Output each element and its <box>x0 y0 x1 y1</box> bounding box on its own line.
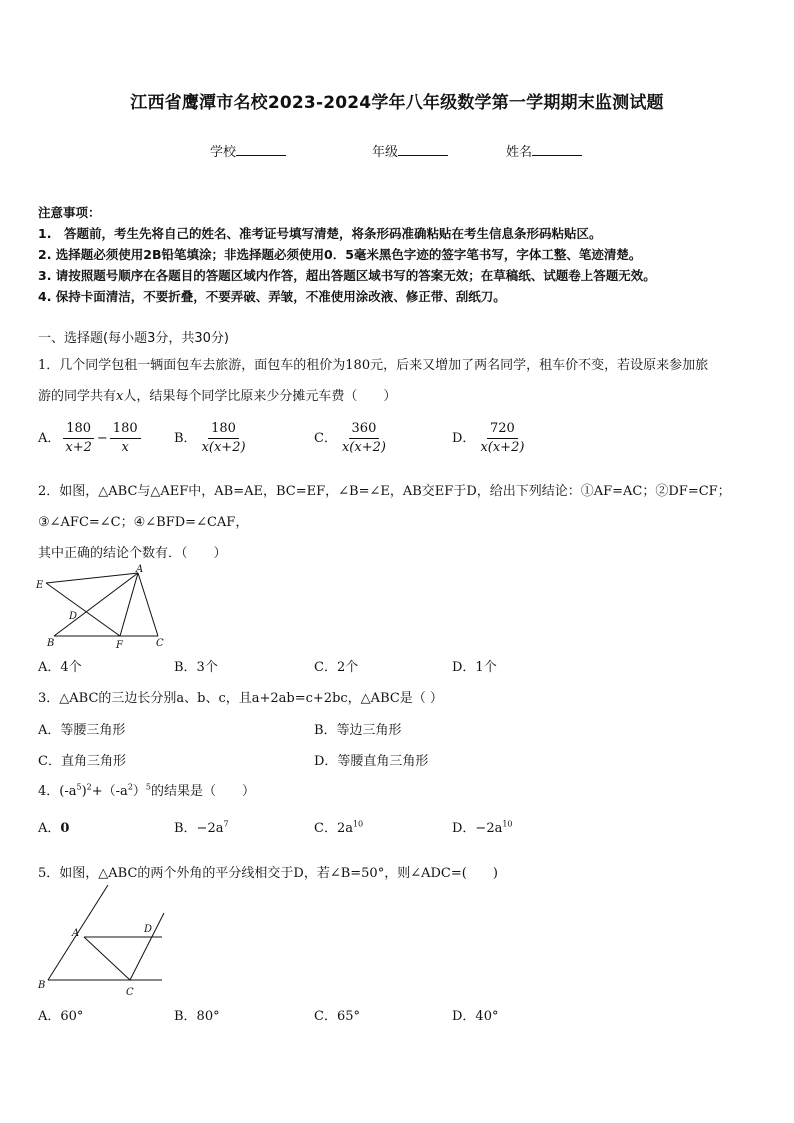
q4-exponent: 2 <box>86 782 92 792</box>
q4-exponent: 5 <box>76 782 82 792</box>
q3-option-c[interactable]: C．直角三角形 <box>38 754 126 769</box>
fraction <box>199 421 249 456</box>
q4-text: 4．(-a <box>38 784 77 799</box>
grade-blank[interactable] <box>398 143 448 156</box>
option-label: C． <box>314 431 337 446</box>
label-c: C <box>156 638 164 649</box>
q3-option-d[interactable]: D．等腰直角三角形 <box>314 754 429 769</box>
option-exponent: 10 <box>502 819 513 829</box>
option-value: 0 <box>60 821 70 836</box>
q3-option-b[interactable]: B．等边三角形 <box>314 723 402 738</box>
segment-ea <box>46 573 138 583</box>
label-a: A <box>136 564 144 575</box>
label-c: C <box>126 987 134 998</box>
numerator: 360 <box>349 421 380 439</box>
segment-ac <box>84 937 130 980</box>
segment-af <box>120 573 138 636</box>
q4-exponent: 5 <box>145 782 152 792</box>
segment-ab <box>54 573 138 636</box>
segment-ef <box>46 583 120 636</box>
minus-sign: − <box>96 431 108 446</box>
fraction <box>339 421 389 456</box>
q4-text: ) <box>81 784 87 799</box>
name-field[interactable] <box>506 141 582 160</box>
q4-exponent: 2 <box>127 782 133 792</box>
label-f: F <box>116 640 123 651</box>
name-blank[interactable] <box>532 143 582 156</box>
notice-item: 4. 保持卡面清洁，不要折叠，不要弄破、弄皱，不准使用涂改液、修正带、刮纸刀。 <box>38 289 506 304</box>
fraction <box>110 421 141 456</box>
q1-stem-line2 <box>38 385 396 404</box>
option-label: D． <box>452 431 476 446</box>
numerator: 180 <box>63 421 94 439</box>
notice-item: 1. 答题前，考生先将自己的姓名、准考证号填写清楚，将条形码准确粘贴在考生信息条形码粘贴区。 <box>38 226 602 241</box>
school-label: 学校 <box>210 145 237 160</box>
option-exponent: 10 <box>352 819 364 829</box>
q3-option-a[interactable]: A．等腰三角形 <box>38 723 126 738</box>
q4-text: +（-a <box>91 784 128 799</box>
option-exponent: 7 <box>223 819 229 829</box>
numerator: 720 <box>487 421 518 439</box>
numerator: 180 <box>110 421 141 439</box>
option-text: C．2a <box>314 821 353 836</box>
school-field[interactable] <box>210 141 286 160</box>
label-d: D <box>144 924 153 935</box>
denominator: x(x+2) <box>341 440 386 455</box>
notice-item: 3. 请按照题号顺序在各题目的答题区域内作答，超出答题区域书写的答案无效；在草稿纸、试题卷上答题无效。 <box>38 268 656 283</box>
denominator: x(x+2) <box>201 440 246 455</box>
label-a: A <box>72 928 80 939</box>
q2-stem-line1: 2．如图，△ABC与△AEF中，AB=AE，BC=EF，∠B=∠E，AB交EF于D，给出下列结论：①AF=AC；②DF=CF； <box>38 484 731 499</box>
q2-option-a[interactable]: A．4个 <box>38 660 82 675</box>
label-b: B <box>38 980 46 991</box>
q2-figure <box>34 564 174 652</box>
grade-field[interactable] <box>372 141 448 160</box>
q4-option-a[interactable] <box>38 817 69 836</box>
q5-option-d[interactable]: D．40° <box>452 1009 499 1024</box>
fraction <box>62 421 95 456</box>
grade-label: 年级 <box>372 145 399 160</box>
page-title: 江西省鹰潭市名校2023-2024学年八年级数学第一学期期末监测试题 <box>130 93 664 113</box>
option-text: D．−2a <box>452 821 503 836</box>
denominator: x <box>121 440 129 455</box>
q4-text: 的结果是（ ） <box>151 784 256 799</box>
label-b: B <box>47 638 55 649</box>
q1-stem-text: 游的同学共有 <box>38 389 117 404</box>
q1-variable: x <box>116 389 124 404</box>
q2-stem-line3: 其中正确的结论个数有．（ ） <box>38 546 227 561</box>
q2-stem-line2: ③∠AFC=∠C；④∠BFD=∠CAF， <box>38 515 249 530</box>
option-text: B．−2a <box>174 821 224 836</box>
q1-option-a[interactable] <box>38 421 143 456</box>
fraction <box>477 421 527 456</box>
q5-option-c[interactable]: C．65° <box>314 1009 360 1024</box>
q4-option-b[interactable] <box>174 817 229 836</box>
q3-stem: 3．△ABC的三边长分别a、b、c，且a+2ab=c+2bc，△ABC是（ ） <box>38 691 443 706</box>
option-label: A． <box>38 821 61 836</box>
label-d: D <box>69 611 78 622</box>
q1-stem-text: 人，结果每个同学比原来少分摊元车费（ ） <box>123 389 397 404</box>
notice-heading: 注意事项： <box>38 205 101 220</box>
name-label: 姓名 <box>506 145 533 160</box>
denominator: x(x+2) <box>480 440 525 455</box>
numerator: 180 <box>208 421 239 439</box>
q5-option-b[interactable]: B．80° <box>174 1009 220 1024</box>
q1-option-d[interactable] <box>452 421 529 456</box>
q1-stem-line1: 1．几个同学包租一辆面包车去旅游，面包车的租价为180元，后来又增加了两名同学，租车价不变，若设原来参加旅 <box>38 358 709 373</box>
q1-option-b[interactable] <box>174 421 251 456</box>
q4-text: ） <box>132 784 146 799</box>
q5-option-a[interactable]: A．60° <box>38 1009 84 1024</box>
q5-stem: 5．如图，△ABC的两个外角的平分线相交于D，若∠B=50°，则∠ADC=( ) <box>38 866 498 881</box>
notice-item: 2. 选择题必须使用2B铅笔填涂；非选择题必须使用0．5毫米黑色字迹的签字笔书写，字体工整、笔迹清楚。 <box>38 247 642 262</box>
q4-stem <box>38 780 255 799</box>
q4-option-c[interactable] <box>314 817 363 836</box>
q2-option-b[interactable]: B．3个 <box>174 660 218 675</box>
section-heading: 一、选择题(每小题3分，共30分) <box>38 331 229 346</box>
segment-ac <box>138 573 158 636</box>
q4-option-d[interactable] <box>452 817 513 836</box>
school-blank[interactable] <box>236 143 286 156</box>
option-label: A． <box>38 431 61 446</box>
q5-figure <box>34 885 174 1000</box>
q2-option-c[interactable]: C．2个 <box>314 660 359 675</box>
label-e: E <box>36 580 44 591</box>
q1-option-c[interactable] <box>314 421 391 456</box>
option-label: B． <box>174 431 197 446</box>
denominator: x+2 <box>65 440 92 455</box>
q2-option-d[interactable]: D．1个 <box>452 660 497 675</box>
